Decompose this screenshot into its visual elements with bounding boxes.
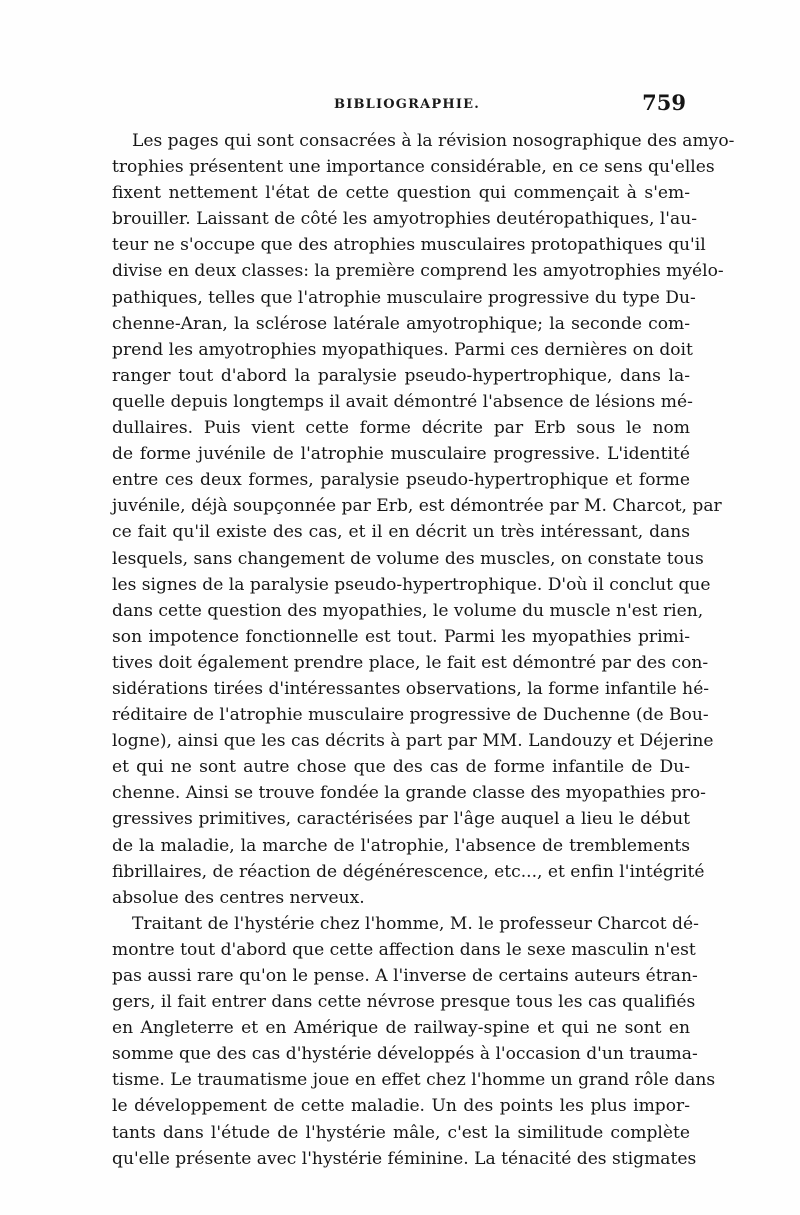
text-line: réditaire de l'atrophie musculaire progressive de Duchenne (de Bou- xyxy=(112,705,709,726)
text-line: en Angleterre et en Amérique de railway-spine et qui ne sont en xyxy=(112,1018,690,1039)
text-line: de forme juvénile de l'atrophie musculaire progressive. L'identité xyxy=(112,444,690,465)
text-line: gers, il fait entrer dans cette névrose presque tous les cas qualifiés xyxy=(112,992,696,1013)
text-line: brouiller. Laissant de côté les amyotrophies deutéropathiques, l'au- xyxy=(112,209,697,230)
text-line: ranger tout d'abord la paralysie pseudo-hypertrophique, dans la- xyxy=(112,365,690,386)
text-line: dullaires. Puis vient cette forme décrite par Erb sous le nom xyxy=(112,418,690,439)
text-line: pathiques, telles que l'atrophie musculaire progressive du type Du- xyxy=(112,287,696,308)
text-line: entre ces deux formes, paralysie pseudo-hypertrophique et forme xyxy=(112,470,690,491)
text-line: Traitant de l'hystérie chez l'homme, M. le professeur Charcot dé- xyxy=(132,913,699,934)
text-line: juvénile, déjà soupçonnée par Erb, est démontrée par M. Charcot, par xyxy=(112,496,722,517)
text-line: Les pages qui sont consacrées à la révision nosographique des amyo- xyxy=(132,131,735,151)
text-line: chenne-Aran, la sclérose latérale amyotrophique; la seconde com- xyxy=(112,313,690,334)
text-line: qu'elle présente avec l'hystérie féminine. La ténacité des stigmates xyxy=(112,1148,697,1169)
text-line: quelle depuis longtemps il avait démontré l'absence de lésions mé- xyxy=(112,391,693,412)
text-line: sidérations tirées d'intéressantes observations, la forme infantile hé- xyxy=(112,678,710,699)
text-line: trophies présentent une importance considérable, en ce sens qu'elles xyxy=(112,157,715,178)
text-line: logne), ainsi que les cas décrits à part par MM. Landouzy et Déjerine xyxy=(112,731,714,752)
text-line: teur ne s'occupe que des atrophies musculaires protopathiques qu'il xyxy=(112,235,706,256)
text-line: ce fait qu'il existe des cas, et il en décrit un très intéressant, dans xyxy=(112,522,690,543)
text-line: montre tout d'abord que cette affection dans le sexe masculin n'est xyxy=(112,939,696,960)
text-line: lesquels, sans changement de volume des muscles, on constate tous xyxy=(112,548,704,569)
body-text xyxy=(112,128,735,1172)
text-line: les signes de la paralysie pseudo-hypertrophique. D'où il conclut que xyxy=(112,574,711,595)
page-number: 759 xyxy=(642,90,686,115)
text-line: somme que des cas d'hystérie développés à l'occasion d'un trauma- xyxy=(112,1044,698,1065)
text-line: tants dans l'étude de l'hystérie mâle, c'est la similitude complète xyxy=(112,1122,690,1143)
text-line: son impotence fonctionnelle est tout. Parmi les myopathies primi- xyxy=(112,626,690,647)
text-line: tisme. Le traumatisme joue en effet chez l'homme un grand rôle dans xyxy=(112,1070,716,1091)
text-line: prend les amyotrophies myopathiques. Parmi ces dernières on doit xyxy=(112,339,693,360)
text-line: fixent nettement l'état de cette question qui commençait à s'em- xyxy=(112,183,690,204)
text-line: le développement de cette maladie. Un des points les plus impor- xyxy=(112,1096,690,1117)
text-line: divise en deux classes: la première comprend les amyotrophies myélo- xyxy=(112,261,724,282)
text-line: chenne. Ainsi se trouve fondée la grande classe des myopathies pro- xyxy=(112,783,706,804)
text-line: et qui ne sont autre chose que des cas de forme infantile de Du- xyxy=(112,757,690,778)
text-line: gressives primitives, caractérisées par l'âge auquel a lieu le début xyxy=(112,809,690,830)
text-line: dans cette question des myopathies, le volume du muscle n'est rien, xyxy=(112,600,704,621)
text-line: tives doit également prendre place, le fait est démontré par des con- xyxy=(112,652,709,673)
text-line: pas aussi rare qu'on le pense. A l'inverse de certains auteurs étran- xyxy=(112,966,698,986)
text-line: absolue des centres nerveux. xyxy=(112,887,365,908)
running-title: BIBLIOGRAPHIE. xyxy=(334,97,480,112)
text-line: de la maladie, la marche de l'atrophie, l'absence de tremblements xyxy=(112,835,690,856)
page-header xyxy=(112,92,690,122)
text-line: fibrillaires, de réaction de dégénérescence, etc..., et enfin l'intégrité xyxy=(112,861,705,882)
